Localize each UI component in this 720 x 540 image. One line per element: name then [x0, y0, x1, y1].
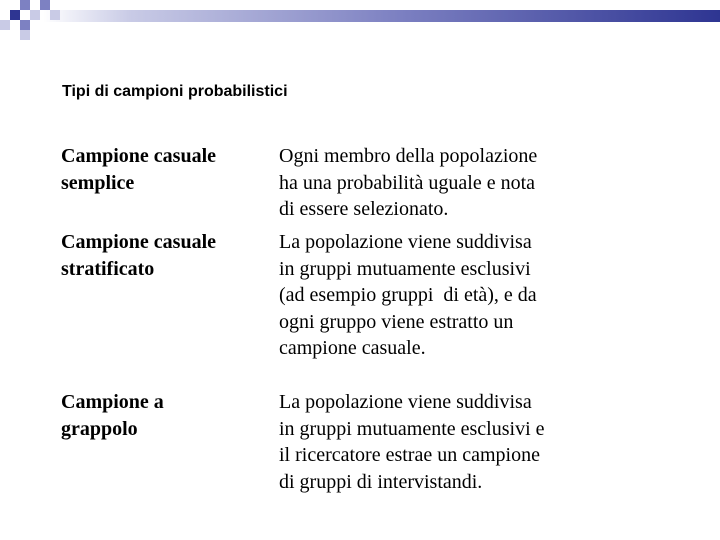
slide-title: Tipi di campioni probabilistici [62, 83, 288, 100]
row-term: Campione casuale semplice [61, 145, 216, 194]
header-square [0, 20, 10, 30]
header-square [10, 10, 20, 20]
row-definition: La popolazione viene suddivisa in gruppi mutuamente esclusivi e il ricercatore estrae un campione di gruppi di intervistandi. [279, 391, 545, 493]
header-square [30, 10, 40, 20]
header-square [20, 30, 30, 40]
header-square [20, 20, 30, 30]
header-square [40, 0, 50, 10]
row-term: Campione a grappolo [61, 391, 164, 440]
header-square [20, 0, 30, 10]
row-definition: Ogni membro della popolazione ha una probabilità uguale e nota di essere selezionato. [279, 145, 538, 220]
row-term: Campione casuale stratificato [61, 231, 216, 280]
header-square [50, 10, 60, 20]
row-definition: La popolazione viene suddivisa in gruppi mutuamente esclusivi (ad esempio gruppi di età), e da ogni gruppo viene estratto un campione casuale. [279, 231, 537, 359]
header-gradient-band [0, 10, 720, 22]
